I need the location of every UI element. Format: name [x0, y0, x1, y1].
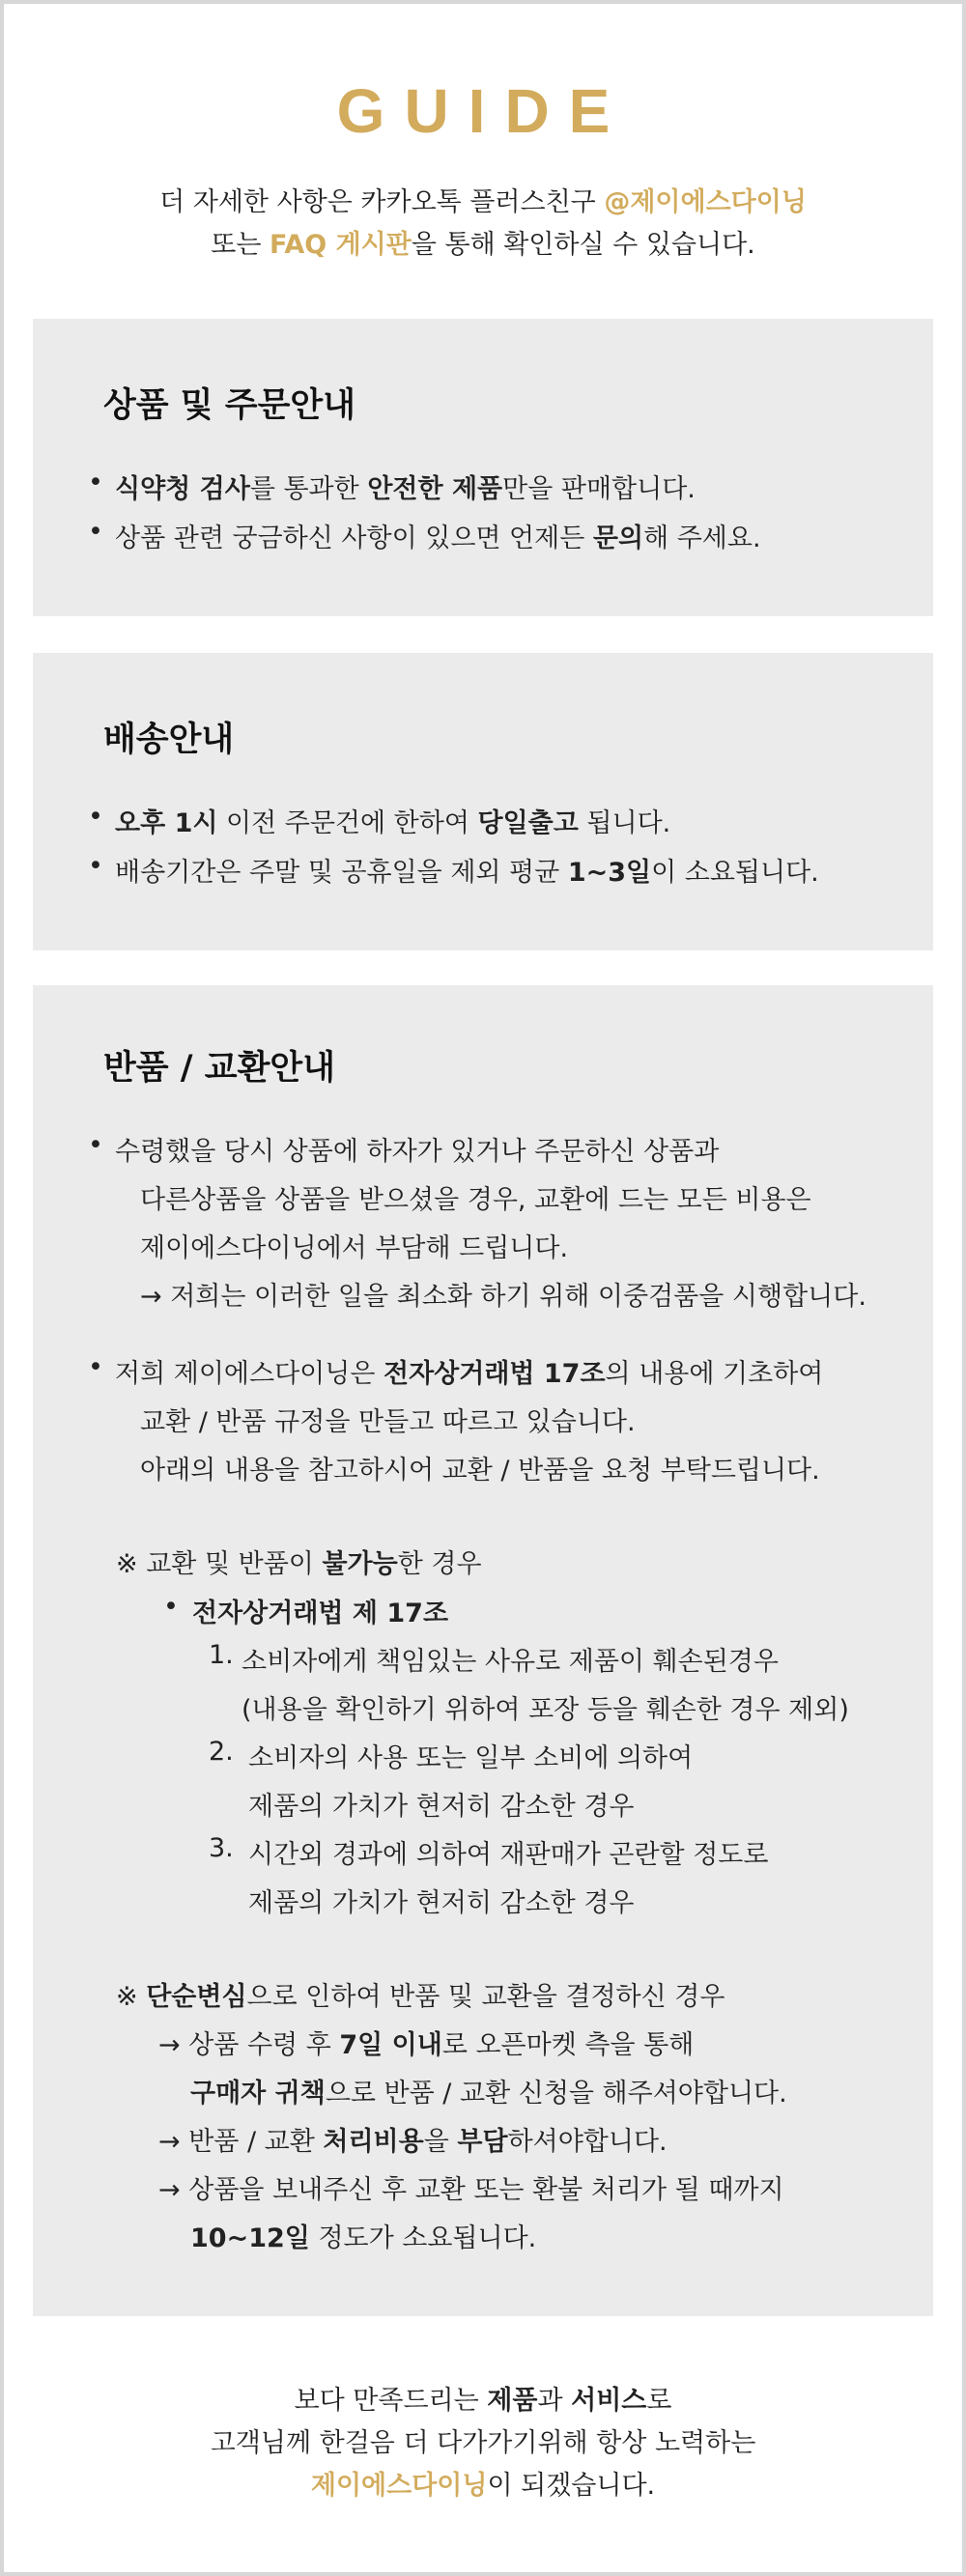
closing-line-1 [0, 2380, 966, 2422]
list-number: 3. [209, 1833, 234, 1863]
emphasis: 10~12일 [190, 2223, 310, 2253]
text: 보다 만족드리는 [294, 2386, 488, 2416]
emphasis: 문의 [592, 524, 644, 553]
emphasis: 1~3일 [567, 858, 652, 888]
list-item: (내용을 확인하기 위하여 포장 등을 훼손한 경우 제외) [242, 1695, 849, 1725]
text: ※ [116, 1982, 147, 2012]
list-item: 소비자에게 책임있는 사유로 제품이 훼손된경우 [242, 1647, 779, 1677]
change-of-mind-heading [116, 1975, 724, 2013]
text: 수령했을 당시 상품에 하자가 있거나 주문하신 상품과 [115, 1137, 720, 1167]
text: 해 주세요. [643, 524, 761, 553]
brand-name: 제이에스다이닝 [310, 2471, 488, 2501]
return-paragraph-2-line: 교환 / 반품 규정을 만들고 따르고 있습니다. [140, 1407, 636, 1437]
emphasis: 처리비용 [323, 2127, 424, 2157]
list-item: 시간외 경과에 의하여 재판매가 곤란할 정도로 [248, 1840, 769, 1870]
return-exchange-section [33, 985, 933, 2316]
return-paragraph-2-line: 아래의 내용을 참고하시어 교환 / 반품을 요청 부탁드립니다. [140, 1456, 820, 1486]
text: → 반품 / 교환 [158, 2127, 324, 2157]
return-step-1 [158, 2024, 694, 2061]
text: 과 [537, 2386, 572, 2416]
order-bullet-2 [115, 517, 761, 554]
return-step-3: → 상품을 보내주신 후 교환 또는 환불 처리가 될 때까지 [158, 2175, 784, 2205]
list-number: 1. [209, 1640, 234, 1670]
return-step-1-cont [190, 2072, 787, 2109]
inspection-note: → 저희는 이러한 일을 최소화 하기 위해 이중검품을 시행합니다. [140, 1282, 867, 1312]
return-step-2 [158, 2120, 668, 2158]
return-paragraph-1-line: 제이에스다이닝에서 부담해 드립니다. [140, 1233, 569, 1263]
emphasis: 단순변심 [146, 1982, 247, 2012]
emphasis: 전자상거래법 제 17조 [192, 1599, 449, 1628]
shipping-info-section [33, 653, 933, 950]
emphasis: 구매자 귀책 [190, 2079, 326, 2109]
shipping-info-title: 배송안내 [103, 721, 235, 759]
emphasis: 오후 1시 [115, 808, 218, 838]
closing-line-3 [0, 2465, 966, 2507]
intro-line-2 [0, 224, 966, 267]
not-allowed-heading [116, 1543, 482, 1580]
closing-message [0, 2380, 966, 2507]
emphasis: 식약청 검사 [115, 474, 250, 504]
list-number: 2. [209, 1737, 234, 1767]
shipping-bullet-2 [115, 851, 819, 889]
text: 을 [423, 2127, 458, 2157]
order-info-section [33, 319, 933, 616]
intro-text-part: 을 통해 확인하실 수 있습니다. [411, 230, 755, 260]
text: 로 오픈마켓 측을 통해 [441, 2030, 695, 2060]
text: 이 되겠습니다. [487, 2471, 656, 2501]
law-reference: • 전자상거래법 제 17조 [163, 1592, 449, 1628]
return-paragraph-2 [115, 1352, 823, 1390]
text: ※ 교환 및 반품이 [116, 1549, 323, 1579]
list-item: 소비자의 사용 또는 일부 소비에 의하여 [248, 1743, 694, 1773]
return-paragraph-1 [115, 1130, 719, 1168]
intro-text-part: 더 자세한 사항은 카카오톡 플러스친구 [159, 187, 605, 217]
emphasis: 불가능 [322, 1549, 398, 1579]
text: 이전 주문건에 한하여 [217, 808, 478, 838]
text: 상품 관련 궁금하신 사항이 있으면 언제든 [115, 524, 593, 553]
list-item: 제품의 가치가 현저히 감소한 경우 [248, 1888, 635, 1918]
text: 으로 인하여 반품 및 교환을 결정하신 경우 [246, 1982, 725, 2012]
emphasis: 서비스 [571, 2386, 647, 2416]
return-paragraph-1-line: 다른상품을 상품을 받으셨을 경우, 교환에 드는 모든 비용은 [140, 1185, 811, 1215]
text: 배송기간은 주말 및 공휴일을 제외 평균 [115, 858, 568, 888]
order-bullet-1 [115, 467, 696, 505]
shipping-bullet-1 [115, 802, 670, 839]
text: → 상품 수령 후 [158, 2030, 340, 2060]
text: 한 경우 [397, 1549, 482, 1579]
emphasis: 부담 [457, 2127, 508, 2157]
intro-text [0, 182, 966, 267]
text: 으로 반품 / 교환 신청을 해주셔야합니다. [325, 2079, 787, 2109]
text: 정도가 소요됩니다. [309, 2223, 537, 2253]
text: 로 [646, 2386, 672, 2416]
return-exchange-title: 반품 / 교환안내 [103, 1049, 336, 1088]
intro-text-part: 또는 [211, 230, 270, 260]
text: 하셔야합니다. [507, 2127, 668, 2157]
emphasis: 안전한 제품 [367, 474, 503, 504]
text: 됩니다. [578, 808, 671, 838]
faq-board-link[interactable]: FAQ 게시판 [270, 230, 412, 260]
text: 의 내용에 기초하여 [605, 1359, 824, 1389]
order-info-title: 상품 및 주문안내 [103, 386, 356, 425]
text: 를 통과한 [249, 474, 368, 504]
guide-title: GUIDE [336, 76, 630, 146]
text: 저희 제이에스다이닝은 [115, 1359, 384, 1389]
emphasis: 제품 [487, 2386, 538, 2416]
intro-line-1 [0, 182, 966, 224]
emphasis: 전자상거래법 17조 [384, 1359, 606, 1389]
emphasis: 당일출고 [477, 808, 579, 838]
emphasis: 7일 이내 [339, 2030, 442, 2060]
kakao-channel-link[interactable]: @제이에스다이닝 [604, 187, 807, 217]
text: 만을 판매합니다. [502, 474, 696, 504]
closing-line-2: 고객님께 한걸음 더 다가가기위해 항상 노력하는 [210, 2428, 756, 2458]
return-step-3-cont [190, 2217, 536, 2254]
text: 이 소요됩니다. [651, 858, 819, 888]
list-item: 제품의 가치가 현저히 감소한 경우 [248, 1792, 635, 1822]
